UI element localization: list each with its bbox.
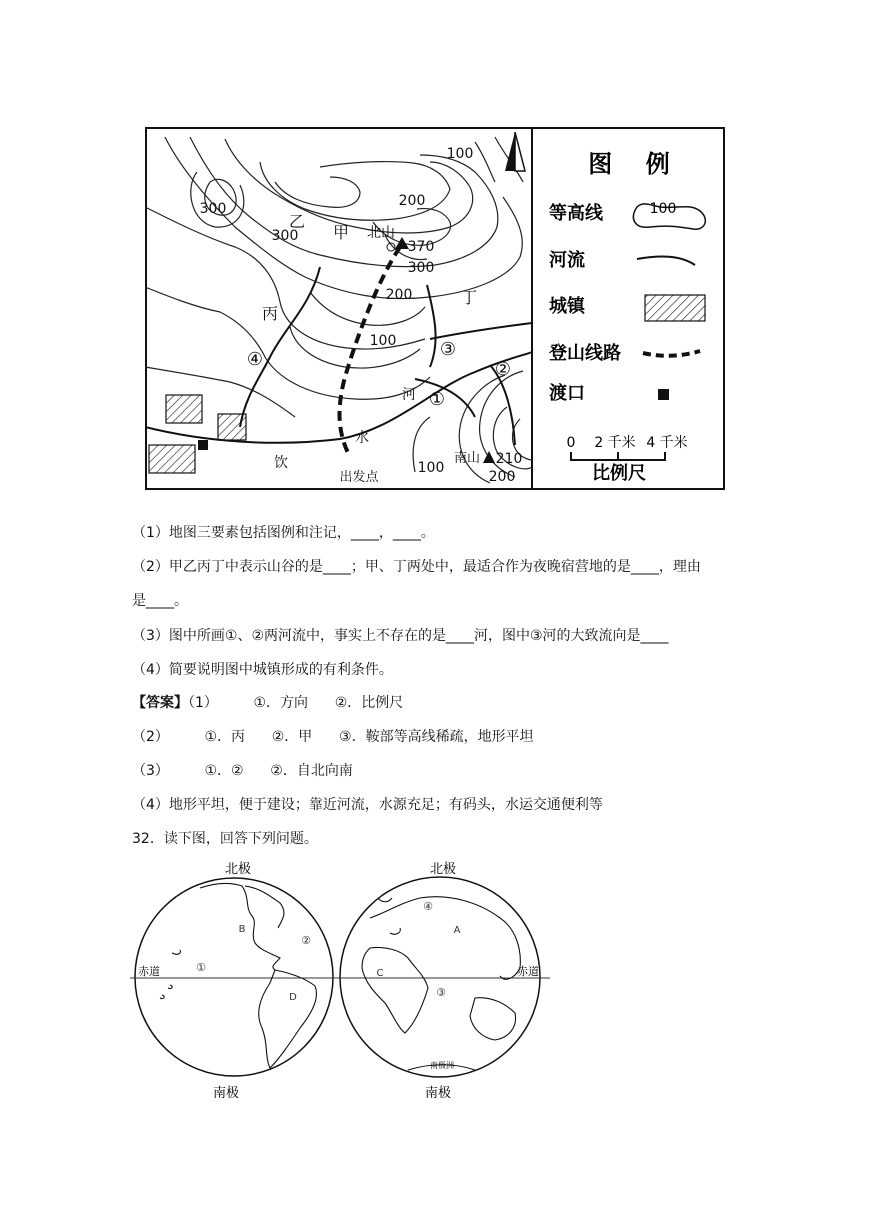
contour-label: 100 xyxy=(369,333,397,349)
contour-label: 300 xyxy=(271,228,299,244)
question-1: （1）地图三要素包括图例和注记，____，____。 xyxy=(132,525,435,541)
antarctica-label: 南极洲 xyxy=(430,1061,454,1070)
world-marker-3: ③ xyxy=(436,986,446,999)
legend-title: 图 例 xyxy=(588,150,670,178)
legend-town-label: 城镇 xyxy=(549,296,585,317)
ferry-marker xyxy=(198,440,208,450)
place-label-he: 河 xyxy=(402,387,416,403)
contour-label: 200 xyxy=(398,193,426,209)
letter-d: D xyxy=(289,992,297,1003)
letter-a: A xyxy=(453,925,461,936)
contour-label: 100 xyxy=(417,460,445,476)
answer-1-row xyxy=(132,693,403,713)
place-label-ding: 丁 xyxy=(460,288,478,307)
eastern-hemisphere xyxy=(340,877,540,1077)
place-label-shui: 水 xyxy=(355,430,369,446)
legend-ferry-label: 渡口 xyxy=(549,383,585,404)
equator-label-left: 赤道 xyxy=(138,965,160,978)
contour-label: 300 xyxy=(407,260,435,276)
scale-tick-0: 0 xyxy=(566,435,576,451)
place-label-bing: 丙 xyxy=(261,304,279,323)
answer-4: （4）地形平坦，便于建设；靠近河流，水源充足；有码头，水运交通便利等 xyxy=(132,797,603,813)
marker-2: ② xyxy=(494,359,512,380)
contour-label: 200 xyxy=(385,287,413,303)
scale-label: 比例尺 xyxy=(592,463,646,484)
legend-contour-label: 等高线 xyxy=(549,203,603,224)
letter-c: C xyxy=(376,968,384,979)
marker-3: ③ xyxy=(439,339,457,360)
town-2 xyxy=(218,414,246,440)
place-label-jia: 甲 xyxy=(332,223,350,242)
place-label-north-mountain: 北山 xyxy=(367,225,395,241)
western-hemisphere xyxy=(135,878,333,1076)
place-label-yi: 乙 xyxy=(288,212,306,231)
place-label-start: 出发点 xyxy=(339,470,379,485)
contour-label: 200 xyxy=(488,469,516,485)
contour-label: 300 xyxy=(199,201,227,217)
world-hemispheres-map xyxy=(130,858,550,1103)
letter-b: B xyxy=(238,924,246,935)
contour-label: 370 xyxy=(407,239,435,255)
town-3 xyxy=(149,445,195,473)
legend-town-sample xyxy=(645,295,705,321)
legend-route-label: 登山线路 xyxy=(549,343,621,364)
world-marker-1: ① xyxy=(196,961,206,974)
topographic-map xyxy=(145,127,725,490)
question-32: 32．读下图，回答下列问题。 xyxy=(132,831,318,847)
scale-tick-4: 4 千米 xyxy=(646,435,688,451)
answer-2: （2） ①．丙 ②．甲 ③．鞍部等高线稀疏，地形平坦 xyxy=(132,729,534,745)
answer-3: （3） ①．② ②．自北向南 xyxy=(132,763,353,779)
place-label-yin: 饮 xyxy=(274,455,288,471)
marker-4: ④ xyxy=(246,349,264,370)
scale-tick-2: 2 千米 xyxy=(594,435,636,451)
legend-river-label: 河流 xyxy=(549,250,585,271)
answer-label: 【答案】 xyxy=(132,695,188,711)
question-2b: 是____。 xyxy=(132,593,188,609)
south-pole-left: 南极 xyxy=(212,1086,240,1101)
north-pole-right: 北极 xyxy=(429,862,457,877)
town-1 xyxy=(166,395,202,423)
world-marker-2: ② xyxy=(301,934,311,947)
contour-label: 210 xyxy=(495,451,523,467)
answer-1: （1） ①．方向 ②．比例尺 xyxy=(188,695,404,711)
north-pole-left: 北极 xyxy=(224,862,252,877)
question-2a: （2）甲乙丙丁中表示山谷的是____；甲、丁两处中，最适合作为夜晚宿营地的是____，理由 xyxy=(132,559,701,575)
contour-label: 100 xyxy=(446,146,474,162)
question-4: （4）简要说明图中城镇形成的有利条件。 xyxy=(132,662,393,678)
legend-contour-sample-label: 100 xyxy=(649,201,677,217)
south-pole-right: 南极 xyxy=(424,1086,452,1101)
equator-label-right: 赤道 xyxy=(517,965,539,978)
marker-1: ① xyxy=(428,389,446,410)
place-label-south-mountain: 南山 xyxy=(453,451,481,466)
world-marker-4: ④ xyxy=(423,900,433,913)
legend-ferry-sample xyxy=(658,389,669,400)
question-3: （3）图中所画①、②两河流中，事实上不存在的是____河，图中③河的大致流向是____ xyxy=(132,628,669,644)
